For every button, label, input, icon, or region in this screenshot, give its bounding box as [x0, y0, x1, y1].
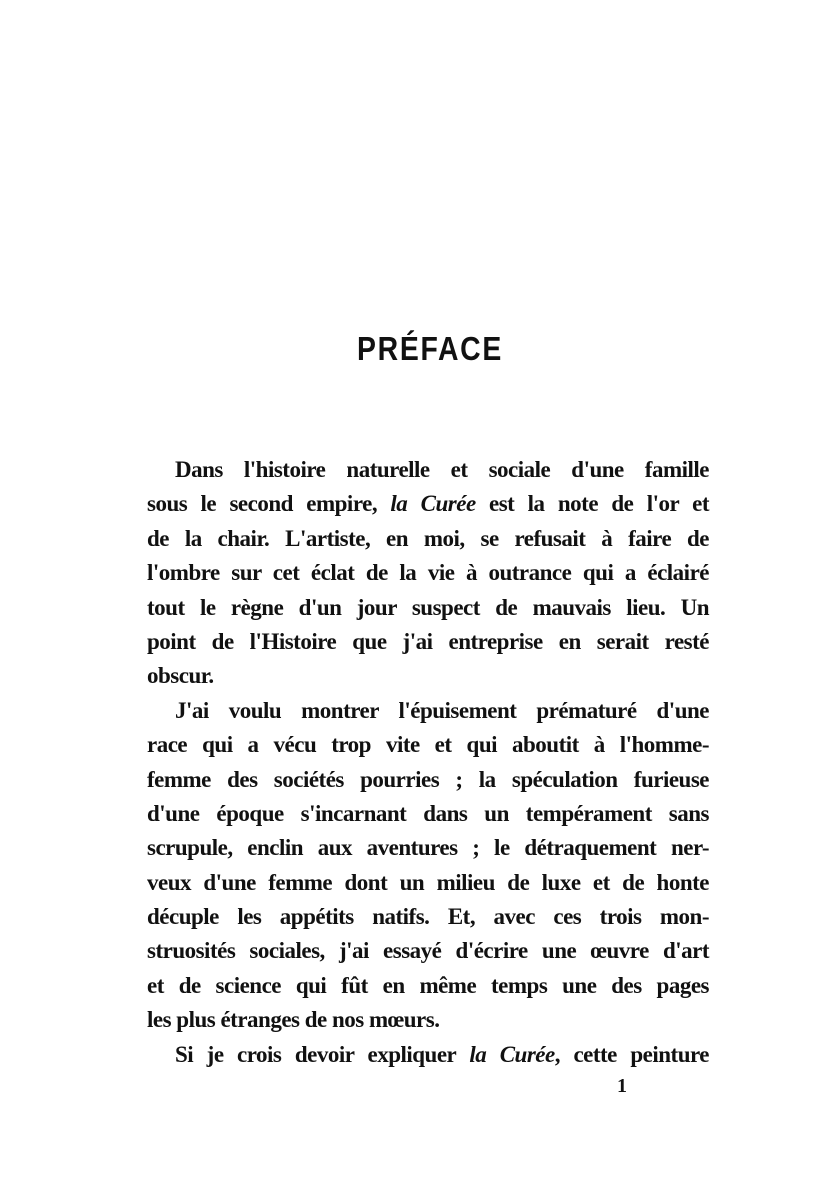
italic-title: la Curée — [390, 491, 476, 517]
text-line: obscur. — [147, 663, 214, 689]
text-line: Si je crois devoir expliquer la Curée, cette peinture — [175, 1041, 710, 1067]
text-line: et de science qui fût en même temps une des pages — [147, 972, 709, 998]
text-line: de la chair. L'artiste, en moi, se refusait à faire de — [147, 525, 709, 551]
text-line: les plus étranges de nos mœurs. — [147, 1007, 440, 1033]
text-line: struosités sociales, j'ai essayé d'écrire une œuvre d'art — [147, 938, 709, 964]
page-title: PRÉFACE — [356, 330, 504, 367]
text-line: l'ombre sur cet éclat de la vie à outrance qui a éclairé — [147, 560, 709, 586]
text-line: scrupule, enclin aux aventures ; le détraquement ner- — [147, 835, 709, 861]
text-line: tout le règne d'un jour suspect de mauvais lieu. Un — [147, 594, 709, 620]
text-line: veux d'une femme dont un milieu de luxe et de honte — [147, 869, 709, 895]
page-number: 1 — [617, 1075, 627, 1097]
text-line: point de l'Histoire que j'ai entreprise en serait resté — [147, 628, 709, 654]
text-line: sous le second empire, la Curée est la note de l'or et — [147, 491, 710, 517]
preface-body — [147, 453, 709, 1072]
text-line: race qui a vécu trop vite et qui aboutit à l'homme- — [147, 732, 709, 758]
text-line: décuple les appétits natifs. Et, avec ces trois mon- — [147, 904, 709, 930]
italic-title: la Curée — [469, 1041, 555, 1067]
text-line: femme des sociétés pourries ; la spéculation furieuse — [147, 766, 709, 792]
text-line: Dans l'histoire naturelle et sociale d'une famille — [175, 457, 709, 482]
text-line: J'ai voulu montrer l'épuisement prématuré d'une — [175, 697, 709, 723]
text-line: d'une époque s'incarnant dans un tempérament sans — [147, 800, 709, 826]
